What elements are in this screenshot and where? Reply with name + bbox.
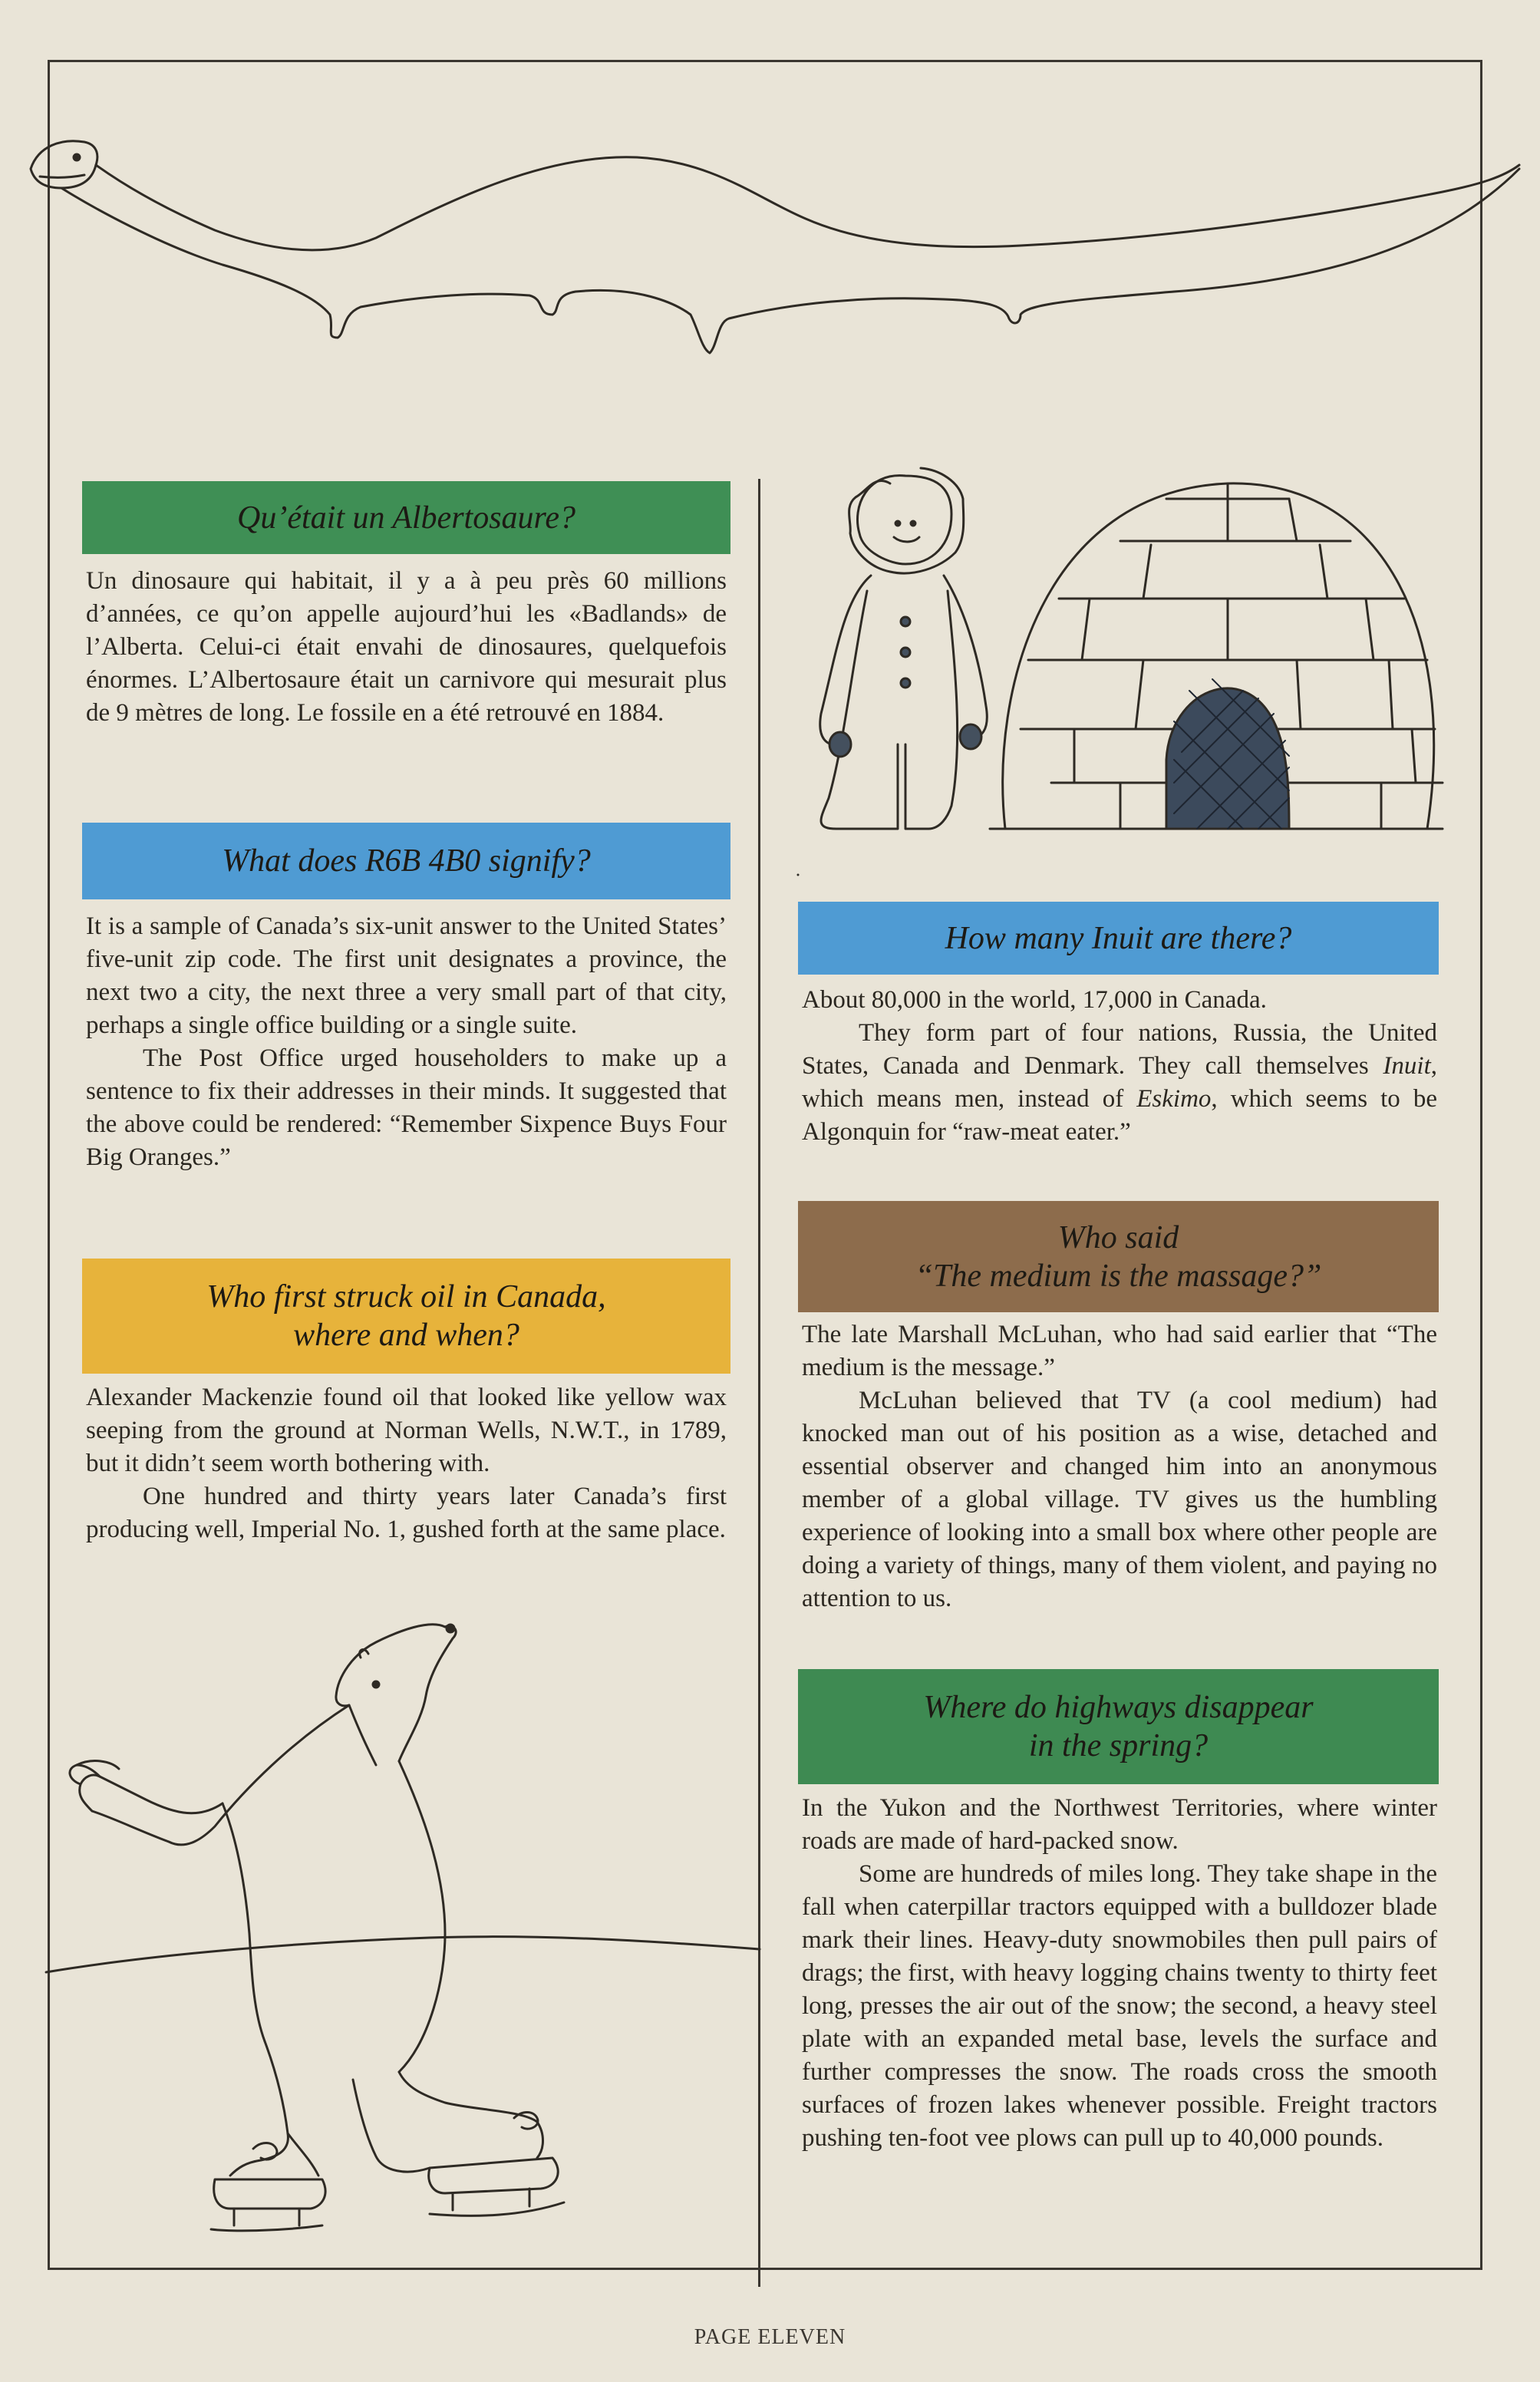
oil-heading-line-1: Who first struck oil in Canada, <box>206 1279 606 1315</box>
oil-heading-banner <box>82 1259 730 1374</box>
highways-heading-line-2: in the spring? <box>1028 1728 1209 1763</box>
mcluhan-heading-line-1: Who said <box>1057 1219 1179 1255</box>
inuit-text <box>802 984 1437 1149</box>
dinosaur-drawing <box>23 123 1527 414</box>
inuit-paragraph-2 <box>802 1017 1437 1149</box>
postal-code-paragraph-1: It is a sample of Canada’s six-unit answer to the United States’ five-unit zip code. The first unit designates a province, the next two a city, the next three a very small part of that city, perhaps a single office building or a single suite. <box>86 912 727 1039</box>
page-number: PAGE ELEVEN <box>694 2325 846 2349</box>
albertosaurus-heading-banner <box>82 481 730 554</box>
inuit-heading-banner <box>798 902 1439 975</box>
mcluhan-text <box>802 1318 1437 1615</box>
postal-code-text <box>86 910 727 1174</box>
highways-heading-line-1: Where do highways disappear <box>923 1690 1314 1725</box>
albertosaurus-text <box>86 565 727 730</box>
mcluhan-paragraph-1: The late Marshall McLuhan, who had said earlier that “The medium is the message.” <box>802 1321 1437 1381</box>
inuit-term: Inuit <box>1383 1052 1431 1080</box>
oil-text <box>86 1381 727 1546</box>
oil-paragraph-1: Alexander Mackenzie found oil that looked like yellow wax seeping from the ground at Norman Wells, N.W.T., in 1789, but it didn’t seem worth bothering with. <box>86 1384 727 1477</box>
highways-paragraph-2: Some are hundreds of miles long. They take shape in the fall when caterpillar tractors equipped with a bulldozer blade mark their lines. Heavy-duty snowmobiles then pull pairs of drags; the first, with heavy logging chains twenty to thirty feet long, presses the air out of the snow; the second, a heavy steel plate with an expanded metal base, levels the surface and further compresses the snow. The roads cross the smooth surfaces of frozen lakes whenever possible. Freight tractors pushing ten-foot vee plows can pull up to 40,000 pounds. <box>802 1860 1437 2152</box>
highways-text <box>802 1792 1437 2155</box>
inuit-paragraph-2-part-3: , which seems to be Algonquin for “raw-meat eater.” <box>802 1085 1438 1146</box>
albertosaurus-heading: Qu’était un Albertosaure? <box>237 500 575 536</box>
inuit-paragraph-2-part-2: , which means men, instead of <box>802 1052 1437 1113</box>
mcluhan-paragraph-2: McLuhan believed that TV (a cool medium) had knocked man out of his position as a wise, detached and essential observer and changed him into an anonymous member of a global village. TV gives us the humbling experience of looking into a small box where other people are doing a variety of things, many of them violent, and paying no attention to us. <box>802 1387 1437 1612</box>
igloo-and-inuit-drawing <box>798 399 1473 875</box>
skating-polar-bear-drawing <box>46 1612 760 2302</box>
highways-heading-banner <box>798 1669 1439 1784</box>
postal-code-heading-banner <box>82 823 730 899</box>
oil-paragraph-2: One hundred and thirty years later Canada’s first producing well, Imperial No. 1, gushed forth at the same place. <box>86 1483 727 1543</box>
oil-heading-line-2: where and when? <box>293 1318 519 1353</box>
postal-code-paragraph-2: The Post Office urged householders to make up a sentence to fix their addresses in their minds. It suggested that the above could be rendered: “Remember Sixpence Buys Four Big Oranges.” <box>86 1044 727 1171</box>
inuit-heading: How many Inuit are there? <box>945 920 1292 956</box>
mcluhan-heading-banner <box>798 1201 1439 1312</box>
inuit-paragraph-2-part-1: They form part of four nations, Russia, the United States, Canada and Denmark. They call themselves <box>802 1019 1437 1080</box>
mcluhan-heading-line-2: “The medium is the massage?” <box>915 1258 1322 1294</box>
eskimo-term: Eskimo <box>1136 1085 1212 1113</box>
postal-code-heading: What does R6B 4B0 signify? <box>222 843 591 879</box>
highways-paragraph-1: In the Yukon and the Northwest Territories, where winter roads are made of hard-packed snow. <box>802 1794 1437 1855</box>
albertosaurus-paragraph: Un dinosaure qui habitait, il y a à peu près 60 millions d’années, ce qu’on appelle aujourd’hui les «Badlands» de l’Alberta. Celui-ci était envahi de dinosaures, quelquefois énormes. L’Albertosaure était un carnivore qui mesurait plus de 9 mètres de long. Le fossile en a été retrouvé en 1884. <box>86 567 727 727</box>
inuit-paragraph-1: About 80,000 in the world, 17,000 in Canada. <box>802 986 1267 1014</box>
